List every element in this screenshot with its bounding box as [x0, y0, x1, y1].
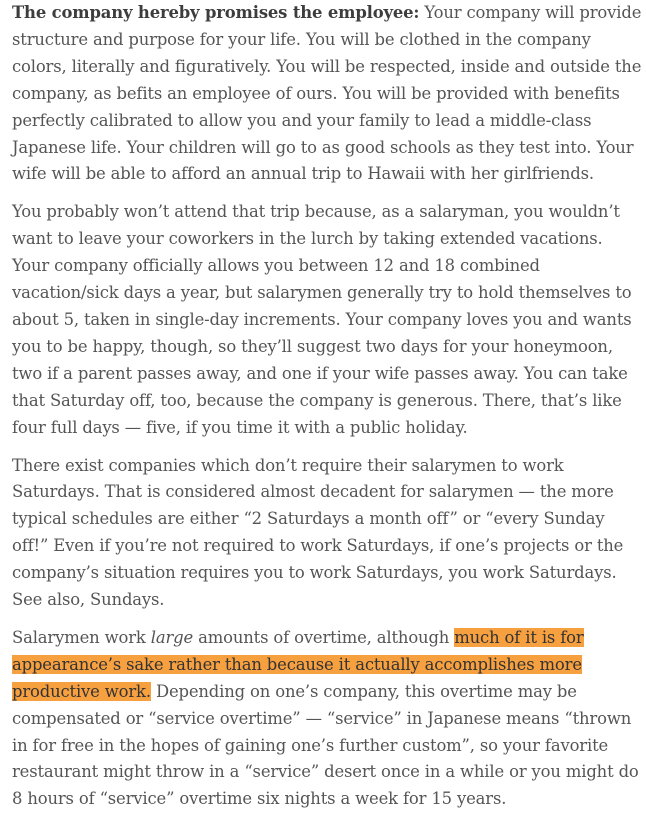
paragraph-text-middle: amounts of overtime, although: [193, 627, 455, 647]
paragraph-company-promises: [12, 0, 642, 188]
paragraph-saturdays: [12, 453, 642, 614]
paragraph-text: Your company will provide structure and purpose for your life. You will be clothed in the company colors, literally and figuratively. You will be respected, inside and outside the company, as befits an employee of ours. You will be provided with benefits perfectly calibrated to allow you and your family to lead a middle-class Japanese life. Your children will go to as good schools as they test into. Your wife will be able to afford an annual trip to Hawaii with her girlfriends.: [12, 3, 642, 184]
paragraph-overtime: [12, 625, 642, 813]
paragraph-emphasis: large: [150, 627, 194, 647]
article-body: [12, 0, 642, 824]
highlighted-text[interactable]: much of it is for appearance’s sake rather than because it actually accomplishes more productive work.: [12, 627, 584, 701]
paragraph-text-after: Depending on one’s company, this overtime may be compensated or “service overtime” — “service” in Japanese means “thrown in for free in the hopes of gaining one’s further custom”, so your favorite restaurant might throw in a “service” desert once in a while or you might do 8 hours of “service” overtime six nights a week for 15 years.: [12, 681, 639, 809]
paragraph-text: You probably won’t attend that trip because, as a salaryman, you wouldn’t want to leave your coworkers in the lurch by taking extended vacations. Your company officially allows you between 12 and 18 combined vacation/sick days a year, but salarymen generally try to hold themselves to about 5, taken in single-day increments. Your company loves you and wants you to be happy, though, so they’ll suggest two days for your honeymoon, two if a parent passes away, and one if your wife passes away. You can take that Saturday off, too, because the company is generous. There, that’s like four full days — five, if you time it with a public holiday.: [12, 202, 632, 437]
paragraph-lead-bold: The company hereby promises the employee:: [12, 3, 420, 22]
paragraph-text: There exist companies which don’t require their salarymen to work Saturdays. That is considered almost decadent for salarymen — the more typical schedules are either “2 Saturdays a month off” or “every Sunday off!” Even if you’re not required to work Saturdays, if one’s projects or the company’s situation requires you to work Saturdays, you work Saturdays. See also, Sundays.: [12, 455, 624, 610]
paragraph-text-before: Salarymen work: [12, 627, 151, 647]
paragraph-vacation: [12, 199, 642, 441]
